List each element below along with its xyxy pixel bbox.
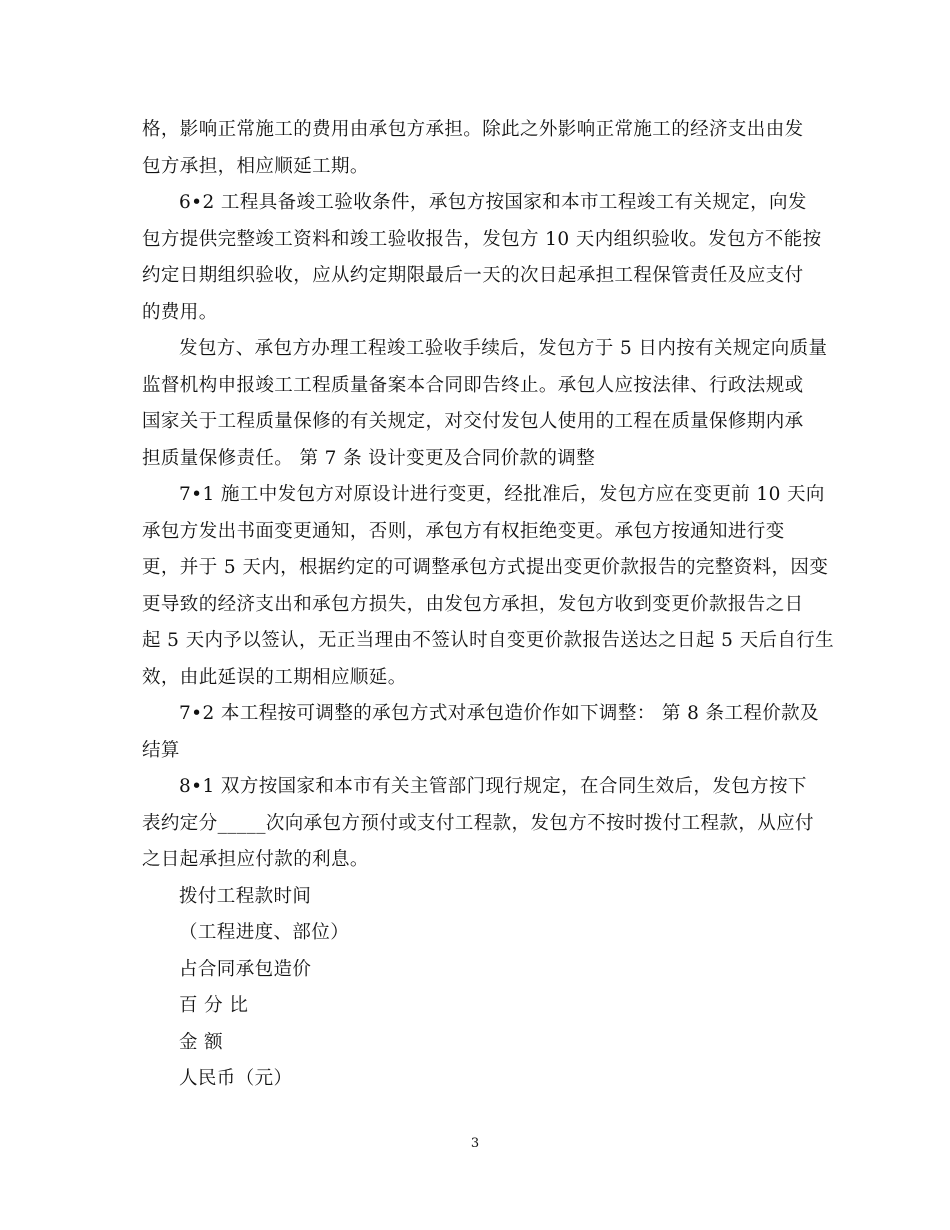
text-line: 的费用。 <box>142 301 218 323</box>
text-line: 6•2 工程具备竣工验收条件，承包方按国家和本市工程竣工有关规定，向发 <box>179 192 807 213</box>
text-line: 7•2 本工程按可调整的承包方式对承包造价作如下调整： 第 8 条工程价款及 <box>179 703 819 724</box>
text-line: 监督机构申报竣工工程质量备案本合同即告终止。承包人应按法律、行政法规或 <box>142 374 804 396</box>
text-line: 发包方、承包方办理工程竣工验收手续后，发包方于 5 日内按有关规定向质量 <box>179 338 828 359</box>
page-number: 3 <box>470 1136 480 1151</box>
text-line: 效，由此延误的工期相应顺延。 <box>142 666 407 688</box>
text-line: 担质量保修责任。 第 7 条 设计变更及合同价款的调整 <box>142 447 596 469</box>
document-body <box>142 112 835 1098</box>
text-line: 格，影响正常施工的费用由承包方承担。除此之外影响正常施工的经济支出由发 <box>142 119 804 140</box>
text-line: 7•1 施工中发包方对原设计进行变更，经批准后，发包方应在变更前 10 天向 <box>179 484 825 505</box>
table-label: 百 分 比 <box>179 995 249 1016</box>
text-line: 包方承担，相应顺延工期。 <box>142 155 369 177</box>
table-label: 拨付工程款时间 <box>179 885 312 907</box>
text-line: 之日起承担应付款的利息。 <box>142 849 369 870</box>
table-label: 占合同承包造价 <box>179 958 312 980</box>
text-line: 8•1 双方按国家和本市有关主管部门现行规定，在合同生效后，发包方按下 <box>179 776 807 797</box>
table-label: 人民币（元） <box>179 1068 293 1089</box>
text-line: 国家关于工程质量保修的有关规定，对交付发包人使用的工程在质量保修期内承 <box>142 411 804 432</box>
text-line: 包方提供完整竣工资料和竣工验收报告，发包方 10 天内组织验收。发包方不能按 <box>142 228 822 250</box>
text-line: 承包方发出书面变更通知，否则，承包方有权拒绝变更。承包方按通知进行变 <box>142 520 785 542</box>
text-line: 起 5 天内予以签认，无正当理由不签认时自变更价款报告送达之日起 5 天后自行生 <box>142 630 835 651</box>
text-line: 表约定分_____次向承包方预付或支付工程款，发包方不按时拨付工程款，从应付 <box>142 812 814 834</box>
table-label: 金 额 <box>179 1031 224 1053</box>
text-line: 约定日期组织验收，应从约定期限最后一天的次日起承担工程保管责任及应支付 <box>142 265 804 286</box>
text-line: 更，并于 5 天内，根据约定的可调整承包方式提出变更价款报告的完整资料，因变 <box>142 557 829 578</box>
text-line: 更导致的经济支出和承包方损失，由发包方承担，发包方收到变更价款报告之日 <box>142 593 804 615</box>
table-label: （工程进度、部位） <box>179 922 350 943</box>
text-line: 结算 <box>142 739 180 761</box>
